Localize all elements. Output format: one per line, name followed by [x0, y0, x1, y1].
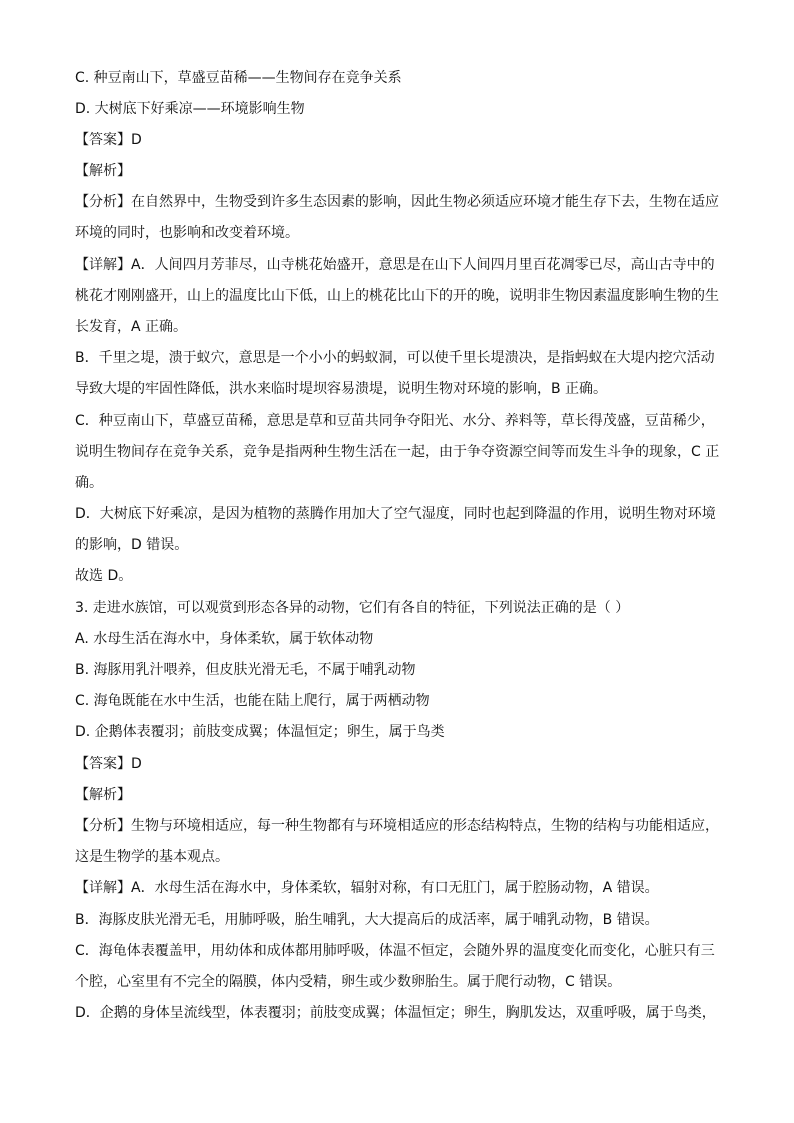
conclusion-line: 故选 D。: [75, 568, 133, 584]
detail-text-line: D．大树底下好乘凉，是因为植物的蒸腾作用加大了空气湿度，同时也起到降温的作用，说明生物对环境: [75, 506, 716, 522]
detail-text-line: B．海豚皮肤光滑无毛，用肺呼吸，胎生哺乳，大大提高后的成活率，属于哺乳动物，B 错误。: [75, 912, 659, 928]
detail-text-line: 【详解】A．水母生活在海水中，身体柔软，辐射对称，有口无肛门，属于腔肠动物，A 错误。: [75, 880, 659, 896]
analysis-text-line: 环境的同时，也影响和改变着环境。: [75, 225, 299, 241]
analysis-heading: 【解析】: [75, 787, 131, 803]
option-c-line: C. 种豆南山下，草盛豆苗稀——生物间存在竞争关系: [75, 70, 402, 86]
detail-text-line: C．种豆南山下，草盛豆苗稀，意思是草和豆苗共同争夺阳光、水分、养料等，草长得茂盛，豆苗稀少，: [75, 413, 715, 429]
question-3-option-a: A. 水母生活在海水中，身体柔软，属于软体动物: [75, 631, 374, 647]
detail-text-line: 长发育，A 正确。: [75, 319, 188, 335]
analysis-heading: 【解析】: [75, 163, 131, 179]
detail-text-line: 导致大堤的牢固性降低，洪水来临时堤坝容易溃堤，说明生物对环境的影响，B 正确。: [75, 381, 608, 397]
question-3-option-b: B. 海豚用乳汁喂养，但皮肤光滑无毛，不属于哺乳动物: [75, 662, 416, 678]
answer-line: 【答案】D: [75, 756, 142, 772]
detail-text-line: 确。: [75, 475, 103, 491]
detail-text-line: B．千里之堤，溃于蚁穴，意思是一个小小的蚂蚁洞，可以使千里长堤溃决，是指蚂蚁在大堤内挖穴活动: [75, 350, 715, 366]
detail-text-line: 桃花才刚刚盛开，山上的温度比山下低，山上的桃花比山下的开的晚，说明非生物因素温度影响生物的生: [75, 288, 719, 304]
detail-text-line: 的影响，D 错误。: [75, 537, 189, 553]
detail-text-line: 个腔，心室里有不完全的隔膜，体内受精，卵生或少数卵胎生。属于爬行动物，C 错误。: [75, 974, 622, 990]
answer-line: 【答案】D: [75, 132, 142, 148]
question-3-stem: 3. 走进水族馆，可以观赏到形态各异的动物，它们有各自的特征，下列说法正确的是（ ）: [75, 600, 630, 616]
detail-text-line: 【详解】A．人间四月芳菲尽，山寺桃花始盛开，意思是在山下人间四月里百花凋零已尽，高山古寺中的: [75, 257, 715, 273]
question-3-option-d: D. 企鹅体表覆羽；前肢变成翼；体温恒定；卵生，属于鸟类: [75, 724, 445, 740]
detail-text-line: D．企鹅的身体呈流线型，体表覆羽；前肢变成翼；体温恒定；卵生，胸肌发达，双重呼吸，属于鸟类，: [75, 1005, 716, 1021]
detail-text-line: C．海龟体表覆盖甲，用幼体和成体都用肺呼吸，体温不恒定，会随外界的温度变化而变化，心脏只有三: [75, 943, 715, 959]
analysis-text-line: 【分析】生物与环境相适应，每一种生物都有与环境相适应的形态结构特点，生物的结构与功能相适应，: [75, 818, 719, 834]
question-3-option-c: C. 海龟既能在水中生活，也能在陆上爬行，属于两栖动物: [75, 693, 430, 709]
analysis-text-line: 这是生物学的基本观点。: [75, 849, 229, 865]
option-d-line: D. 大树底下好乘凉——环境影响生物: [75, 101, 305, 117]
detail-text-line: 说明生物间存在竞争关系，竞争是指两种生物生活在一起，由于争夺资源空间等而发生斗争的现象，C 正: [75, 444, 720, 460]
analysis-text-line: 【分析】在自然界中，生物受到许多生态因素的影响，因此生物必须适应环境才能生存下去，生物在适应: [75, 194, 719, 210]
